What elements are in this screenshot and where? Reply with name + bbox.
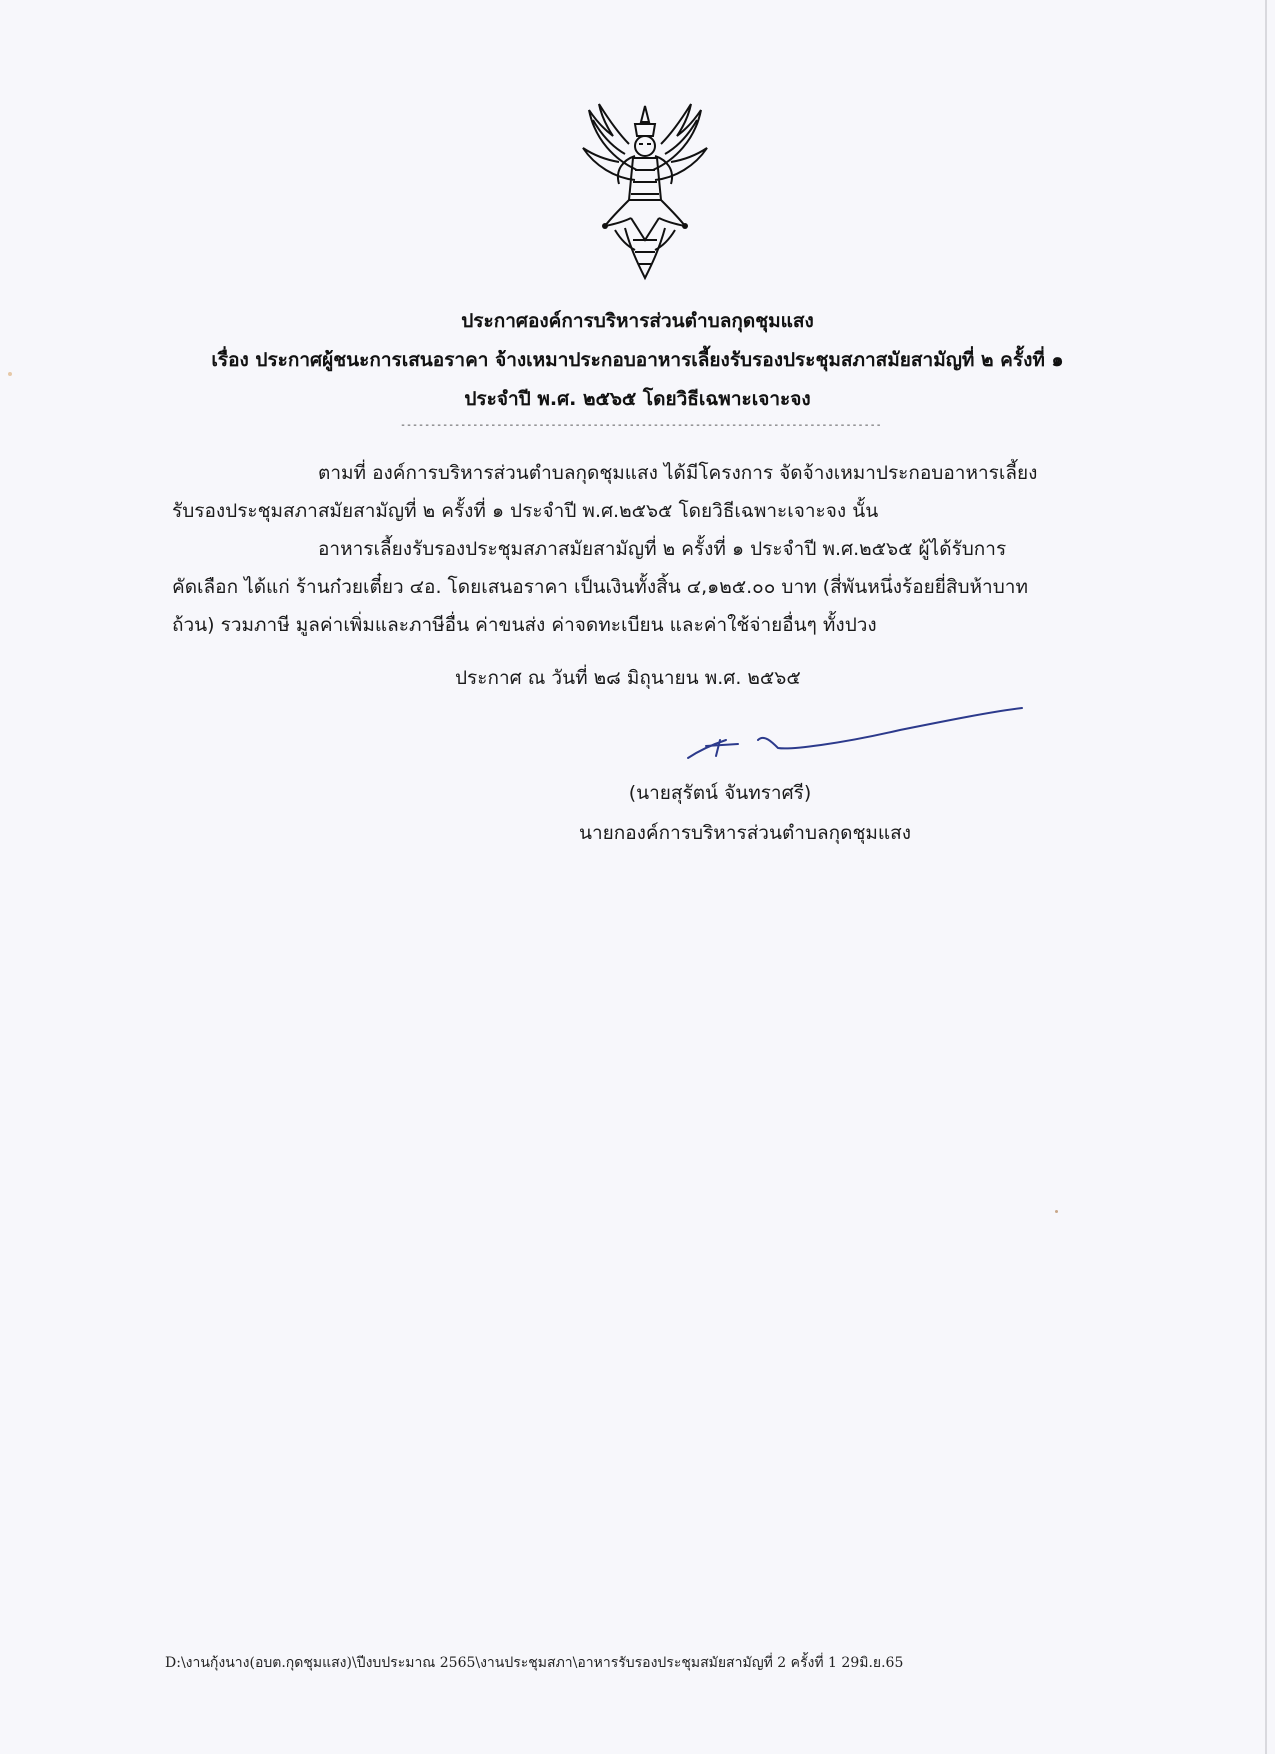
page-edge [1265, 0, 1267, 1754]
signatory-name: (นายสุรัตน์ จันทราศรี) [628, 782, 812, 804]
body-para1-line2: รับรองประชุมสภาสมัยสามัญที่ ๒ ครั้งที่ ๑ ประจำปี พ.ศ.๒๕๖๕ โดยวิธีเฉพาะเจาะจง นั้น [172, 500, 879, 522]
announce-date: ประกาศ ณ วันที่ ๒๘ มิถุนายน พ.ศ. ๒๕๖๕ [455, 667, 801, 689]
announcement-subject-cont: ประจำปี พ.ศ. ๒๕๖๕ โดยวิธีเฉพาะเจาะจง [464, 388, 811, 410]
scan-speck [8, 372, 12, 376]
file-path-footer: D:\งานกุ้งนาง(อบต.กุดชุมแสง)\ปีงบประมาณ 2565\งานประชุมสภา\อาหารรับรองประชุมสมัยสามัญที่ 2 ครั้งที่ 1 29มิ.ย.65 [165, 1655, 904, 1671]
announcement-heading: ประกาศองค์การบริหารส่วนตำบลกุดชุมแสง [461, 310, 814, 332]
announcement-subject: เรื่อง ประกาศผู้ชนะการเสนอราคา จ้างเหมาประกอบอาหารเลี้ยงรับรองประชุมสภาสมัยสามัญที่ ๒ ครั้งที่ ๑ [211, 349, 1064, 371]
divider-line: -------------------------------------------------------------------------------- [400, 420, 882, 431]
body-para2-line3: ถ้วน) รวมภาษี มูลค่าเพิ่มและภาษีอื่น ค่าขนส่ง ค่าจดทะเบียน และค่าใช้จ่ายอื่นๆ ทั้งปวง [172, 614, 877, 636]
scan-speck [1055, 1210, 1058, 1213]
body-para2-line2: คัดเลือก ได้แก่ ร้านก๋วยเตี๋ยว ๔อ. โดยเสนอราคา เป็นเงินทั้งสิ้น ๔,๑๒๕.๐๐ บาท (สี่พันหนึ่งร้อยยี่สิบห้าบาท [172, 576, 1028, 598]
body-para1-line1: ตามที่ องค์การบริหารส่วนตำบลกุดชุมแสง ได้มีโครงการ จัดจ้างเหมาประกอบอาหารเลี้ยง [318, 462, 1038, 484]
body-para2-line1: อาหารเลี้ยงรับรองประชุมสภาสมัยสามัญที่ ๒ ครั้งที่ ๑ ประจำปี พ.ศ.๒๕๖๕ ผู้ได้รับการ [318, 538, 1007, 560]
handwritten-signature [680, 700, 1025, 760]
garuda-emblem-icon [575, 100, 715, 282]
signatory-title: นายกองค์การบริหารส่วนตำบลกุดชุมแสง [578, 822, 912, 844]
